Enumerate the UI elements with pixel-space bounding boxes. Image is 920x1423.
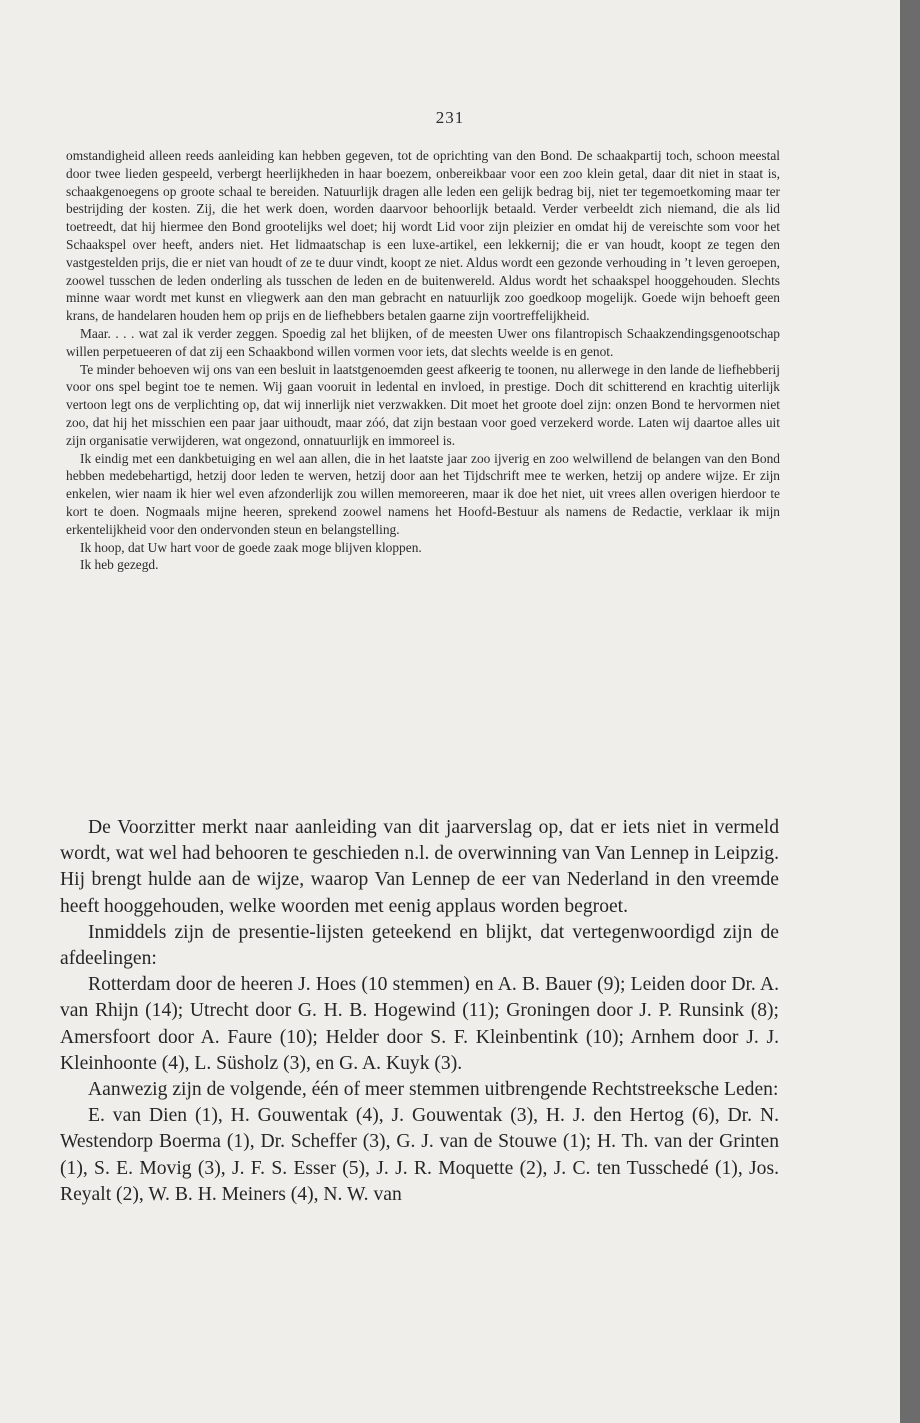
speech-paragraph: Ik heb gezegd. bbox=[80, 557, 159, 573]
minutes-paragraph: Rotterdam door de heeren J. Hoes (10 stemmen) en A. B. Bauer (9); Leiden door Dr. A. van Rhijn (14); Utrecht door G. H. B. Hogewind (11); Groningen door J. P. Runsink (8); Amersfoort door A. Faure (10); Helder door S. F. Kleinbentink (10); Arnhem door J. J. Kleinhoonte (4), L. Süsholz (3), en G. A. Kuyk (3). bbox=[60, 974, 779, 1074]
page-number: 231 bbox=[435, 108, 465, 127]
minutes-paragraph: E. van Dien (1), H. Gouwentak (4), J. Gouwentak (3), H. J. den Hertog (6), Dr. N. Westendorp Boerma (1), Dr. Scheffer (3), G. J. van de Stouwe (1); H. Th. van der Grinten (1), S. E. Movig (3), J. F. S. Esser (5), J. J. R. Moquette (2), J. C. ten Tusschedé (1), Jos. Reyalt (2), W. B. H. Meiners (4), N. W. van bbox=[60, 1105, 779, 1205]
speech-text-block bbox=[66, 147, 780, 574]
speech-paragraph: Te minder behoeven wij ons van een besluit in laatstgenoemden geest afkeerig te toonen, nu allerwege in den lande de liefhebberij voor ons spel begint toe te nemen. Wij gaan vooruit in ledental en invloed, in prestige. Doch dit schitterend en krachtig uiterlijk vertoon legt ons de verplichting op, dat wij innerlijk niet verzwakken. Dit moet het groote doel zijn: onzen Bond te hervormen niet zoo, dat hij het misschien een paar jaar uithoudt, maar zóó, dat zijn bestaan voor goed verzekerd worde. Laten wij daartoe alles uit zijn organisatie verwijderen, wat ongezond, onnatuurlijk en immoreel is. bbox=[66, 361, 780, 448]
speech-paragraph: Maar. . . . wat zal ik verder zeggen. Spoedig zal het blijken, of de meesten Uwer ons filantropisch Schaakzendingsgenootschap willen perpetueeren of dat zij een Schaakbond willen vormen voor iets, dat slechts weelde is en genot. bbox=[66, 325, 780, 359]
minutes-paragraph: De Voorzitter merkt naar aanleiding van dit jaarverslag op, dat er iets niet in vermeld wordt, wat wel had behooren te geschieden n.l. de overwinning van Van Lennep in Leipzig. Hij brengt hulde aan de wijze, waarop Van Lennep de eer van Nederland in den vreemde heeft hooggehouden, welke woorden met eenig applaus worden begroet. bbox=[60, 817, 779, 917]
speech-paragraph: omstandigheid alleen reeds aanleiding kan hebben gegeven, tot de oprichting van den Bond. De schaakpartij toch, schoon meestal door twee lieden gespeeld, verbergt heerlijkheden in haar boezem, onbereikbaar voor een zoo klein getal, daar dit niet in staat is, schaakgenoegens op groote schaal te bereiden. Natuurlijk dragen alle leden een gelijk bedrag bij, niet ter tegemoetkoming maar ter bestrijding der kosten. Zij, die het werk doen, worden daarvoor behoorlijk betaald. Verder verbeeldt zich niemand, die als lid toetreedt, dat hij hiermee den Bond grootelijks wel doet; hij wordt Lid voor zijn pleizier en omdat hij de vereischte som voor het Schaakspel over heeft, anders niet. Het lidmaatschap is een luxe-artikel, een lekkernij; die er van houdt, koopt ze tegen den vastgestelden prijs, die er niet van houdt of ze te duur vindt, koopt ze niet. Aldus wordt een gezonde verhouding in ’t leven geroepen, zoowel tusschen de leden onderling als tusschen de leden en de buitenwereld. Aldus wordt het schaakspel hooggehouden. Slechts minne waar wordt met kunst en vliegwerk aan den man gebracht en natuurlijk zoo goedkoop mogelijk. Goede wijn behoeft geen krans, de handelaren houden hem op prijs en de liefhebbers betalen gaarne zijn voortreffelijkheid. bbox=[66, 148, 780, 324]
speech-paragraph: Ik hoop, dat Uw hart voor de goede zaak moge blijven kloppen. bbox=[80, 539, 422, 555]
minutes-paragraph: Aanwezig zijn de volgende, één of meer stemmen uitbrengende Rechtstreeksche Leden: bbox=[88, 1079, 779, 1101]
minutes-text-block bbox=[60, 815, 779, 1208]
page-edge bbox=[900, 0, 920, 1423]
speech-paragraph: Ik eindig met een dankbetuiging en wel aan allen, die in het laatste jaar zoo ijverig en zoo welwillend de belangen van den Bond hebben medebehartigd, hetzij door leden te werven, hetzij door aan het Tijdschrift mee te werken, hetzij op andere wijze. Er zijn enkelen, wier naam ik hier wel even afzonderlijk zou willen memoreeren, maar ik doe het niet, uit vrees allen overigen hierdoor te kort te doen. Nogmaals mijne heeren, sprekend zoowel namens het Hoofd-Bestuur als namens de Redactie, verklaar ik mijn erkentelijkheid voor den ondervonden steun en belangstelling. bbox=[66, 450, 780, 537]
minutes-paragraph: Inmiddels zijn de presentie-lijsten geteekend en blijkt, dat vertegenwoordigd zijn de afdeelingen: bbox=[60, 921, 779, 970]
